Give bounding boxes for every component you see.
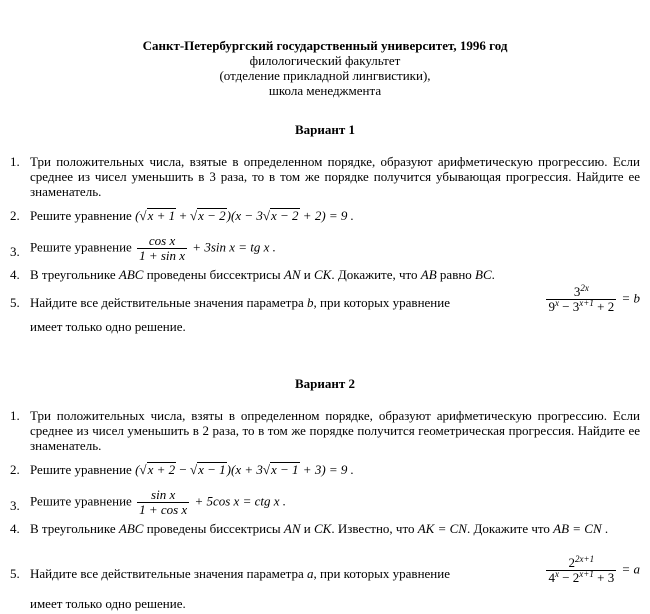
- text-part: проведены биссектрисы: [143, 521, 284, 536]
- problem-text: [30, 234, 640, 263]
- problem-prefix: Решите уравнение: [30, 239, 132, 255]
- math-symbol: ABC: [118, 521, 144, 536]
- problem-prefix: Решите уравнение: [30, 208, 132, 223]
- parametric-equation: [544, 285, 640, 314]
- text-part: Найдите все действительные значения параметра: [30, 295, 308, 310]
- equation-rest: + 3) = 9 .: [302, 462, 354, 477]
- numerator: $2^{2x+1}$: [546, 556, 616, 571]
- text-part: , при которых уравнение: [313, 566, 450, 581]
- factor: (x − 3: [230, 208, 263, 223]
- text-part: . Докажите, что: [331, 267, 421, 282]
- fraction: [137, 234, 187, 263]
- operator: +: [179, 208, 187, 223]
- text-part: равно: [436, 267, 476, 282]
- text-part: и: [300, 521, 314, 536]
- problem-text: Три положительных числа, взятые в определенном порядке, образуют арифметическую прогрессию. Если среднее из чисел уменьшить в 3 раза, то в том же порядке получится убывающая прогрессия. Найдите ее знаменатель.: [30, 154, 640, 199]
- problem-text: Три положительных числа, взяты в определенном порядке, образуют арифметическую прогрессию. Если среднее из чисел уменьшить в 2 раза, то в том же порядке получится геометрическая прогрессия. Найдите ее знаменатель.: [30, 408, 640, 453]
- parameter: b: [307, 295, 314, 310]
- radicand: x + 1: [147, 208, 176, 223]
- problem-number: 5.: [10, 295, 20, 310]
- numerator: $3^{2x}$: [546, 285, 616, 300]
- factor: (x + 3: [230, 462, 263, 477]
- problem-number: 2.: [10, 208, 20, 223]
- equation-rest: + 3sin x = tg x .: [192, 239, 276, 255]
- equation: (√x + 2 − √x − 1)(x + 3√x − 1 + 3) = 9 .: [135, 462, 354, 477]
- problem-number: 2.: [10, 462, 20, 477]
- problem-prefix: Решите уравнение: [30, 462, 132, 477]
- math-condition: AK = CN: [417, 521, 467, 536]
- problem-text: [30, 295, 520, 310]
- text-part: В треугольнике: [30, 521, 119, 536]
- math-symbol: CK: [313, 521, 332, 536]
- problem-text: [30, 267, 640, 282]
- problem-number: 4.: [10, 267, 20, 282]
- math-symbol: BC: [475, 267, 492, 282]
- equation: (√x + 1 + √x − 2)(x − 3√x − 2 + 2) = 9 .: [135, 208, 354, 223]
- equation-rhs: = b: [621, 290, 640, 306]
- denominator: 1 + cos x: [139, 502, 188, 517]
- variant-2-title: Вариант 2: [294, 376, 356, 391]
- faculty-line: филологический факультет: [249, 53, 401, 68]
- problem-number: 4.: [10, 521, 20, 536]
- radicand: x − 2: [198, 208, 226, 223]
- problem-5: [10, 283, 640, 335]
- parameter: a: [307, 566, 314, 581]
- problem-number: 5.: [10, 566, 20, 581]
- problem-text-continued: имеет только одно решение.: [30, 596, 186, 611]
- radicand: x − 2: [271, 208, 299, 223]
- parametric-equation: [544, 556, 640, 585]
- text-part: и: [300, 267, 314, 282]
- fraction: [546, 285, 616, 314]
- operator: −: [179, 462, 187, 477]
- math-symbol: AN: [283, 267, 301, 282]
- problem-5: [10, 554, 640, 611]
- problem-text: [30, 566, 520, 581]
- numerator: sin x: [137, 488, 189, 503]
- equation-rest: + 5cos x = ctg x .: [194, 493, 286, 509]
- radicand: x − 1: [198, 462, 226, 477]
- problem-text: [30, 488, 640, 517]
- problem-number: 1.: [10, 408, 20, 423]
- school-line: школа менеджмента: [268, 83, 382, 98]
- text-part: Найдите все действительные значения параметра: [30, 566, 308, 581]
- problem-number: 1.: [10, 154, 20, 169]
- text-part: . Известно, что: [331, 521, 418, 536]
- university-line: Санкт-Петербургский государственный университет, 1996 год: [142, 38, 508, 53]
- math-symbol: AB: [420, 267, 437, 282]
- denominator: $4^x - 2^{x+1} + 3$: [548, 569, 615, 585]
- equation-rest: + 2) = 9 .: [302, 208, 354, 223]
- denominator: $9^x - 3^{x+1} + 2$: [548, 298, 615, 314]
- problem-text-continued: имеет только одно решение.: [30, 319, 186, 334]
- document-header: [0, 38, 650, 98]
- problem-prefix: Решите уравнение: [30, 493, 132, 509]
- problem-text: [30, 521, 640, 536]
- radicand: x − 1: [271, 462, 299, 477]
- math-symbol: AN: [283, 521, 301, 536]
- problem-text: [30, 208, 640, 223]
- radicand: x + 2: [147, 462, 176, 477]
- problem-number: 3.: [10, 244, 20, 259]
- problem-text: [30, 462, 640, 477]
- text-part: , при которых уравнение: [313, 295, 450, 310]
- text-part: .: [491, 267, 495, 282]
- numerator: cos x: [137, 234, 187, 249]
- text-part: проведены биссектрисы: [143, 267, 284, 282]
- fraction: [546, 556, 616, 585]
- problem-number: 3.: [10, 498, 20, 513]
- math-symbol: CK: [313, 267, 332, 282]
- denominator: 1 + sin x: [139, 248, 186, 263]
- math-condition: AB = CN: [553, 521, 602, 536]
- variant-1-title: Вариант 1: [294, 122, 356, 137]
- text-part: В треугольнике: [30, 267, 119, 282]
- text-part: .: [601, 521, 609, 536]
- fraction: [137, 488, 189, 517]
- equation-rhs: = a: [621, 561, 640, 577]
- department-line: (отделение прикладной лингвистики),: [219, 68, 431, 83]
- math-symbol: ABC: [118, 267, 144, 282]
- text-part: . Докажите что: [466, 521, 554, 536]
